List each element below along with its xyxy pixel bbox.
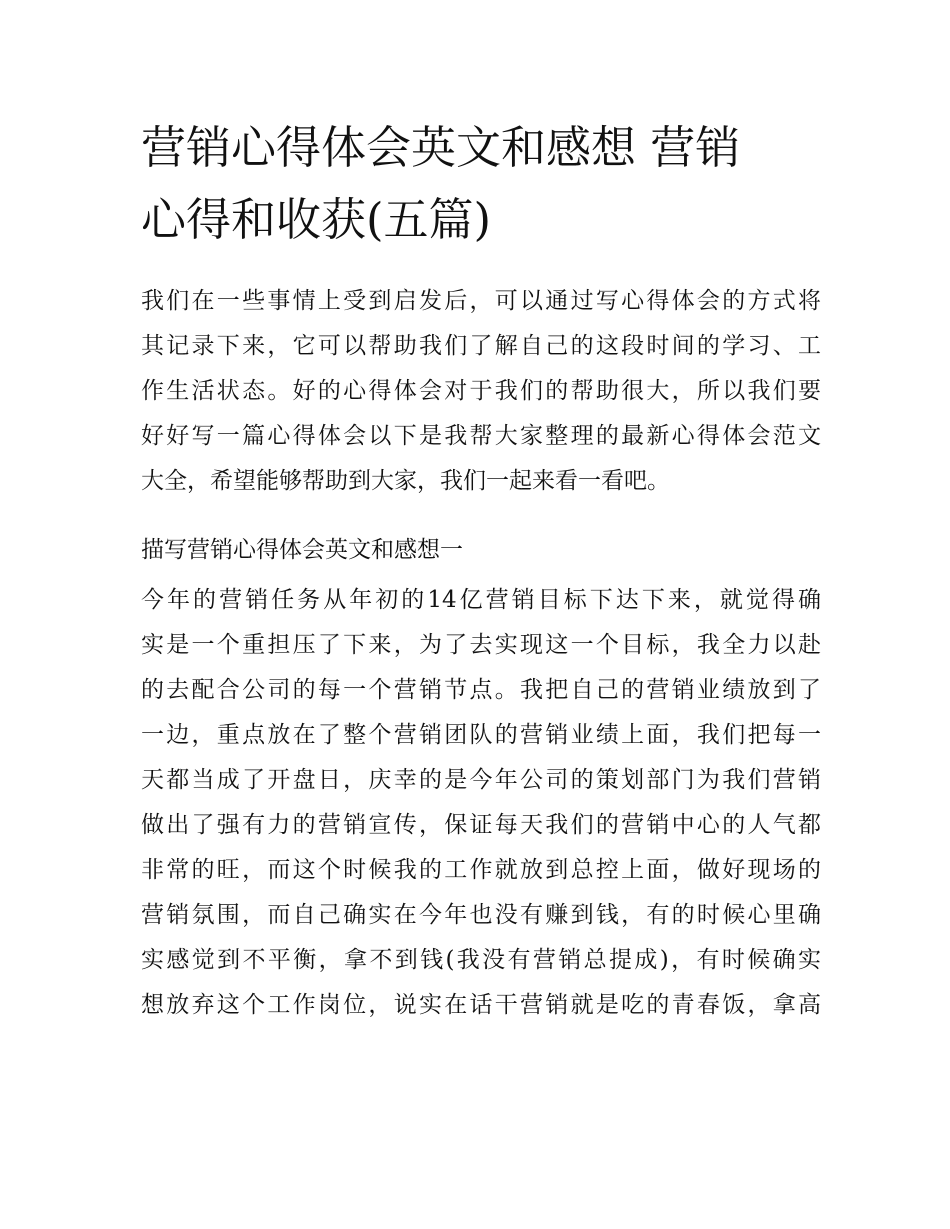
title-line-1: 营销心得体会英文和感想 营销 <box>141 121 741 174</box>
section-heading <box>141 528 821 573</box>
body-line: 做出了强有力的营销宣传，保证每天我们的营销中心的人气都 <box>141 812 821 838</box>
body-paragraph <box>141 578 821 1028</box>
body-line: 实感觉到不平衡，拿不到钱(我没有营销总提成)，有时候确实 <box>141 947 821 973</box>
body-line: 的去配合公司的每一个营销节点。我把自己的营销业绩放到了 <box>141 677 821 703</box>
body-line: 天都当成了开盘日，庆幸的是今年公司的策划部门为我们营销 <box>141 767 821 793</box>
document-title <box>141 112 821 256</box>
title-line-2: 心得和收获(五篇) <box>141 193 492 246</box>
intro-line: 我们在一些事情上受到启发后，可以通过写心得体会的方式将 <box>141 288 821 314</box>
intro-line: 好好写一篇心得体会以下是我帮大家整理的最新心得体会范文 <box>141 423 821 449</box>
intro-paragraph <box>141 279 821 504</box>
body-line: 一边，重点放在了整个营销团队的营销业绩上面，我们把每一 <box>141 722 821 748</box>
intro-line: 其记录下来，它可以帮助我们了解自己的这段时间的学习、工 <box>141 333 821 359</box>
section-heading-text: 描写营销心得体会英文和感想一 <box>141 537 463 563</box>
body-line: 实是一个重担压了下来，为了去实现这一个目标，我全力以赴 <box>141 632 821 658</box>
intro-line: 作生活状态。好的心得体会对于我们的帮助很大，所以我们要 <box>141 378 821 404</box>
body-line: 非常的旺，而这个时候我的工作就放到总控上面，做好现场的 <box>141 857 821 883</box>
intro-line: 大全，希望能够帮助到大家，我们一起来看一看吧。 <box>141 468 670 494</box>
body-line: 今年的营销任务从年初的14亿营销目标下达下来，就觉得确 <box>141 587 821 613</box>
body-line: 营销氛围，而自己确实在今年也没有赚到钱，有的时候心里确 <box>141 902 821 928</box>
body-line: 想放弃这个工作岗位，说实在话干营销就是吃的青春饭，拿高 <box>141 992 821 1018</box>
